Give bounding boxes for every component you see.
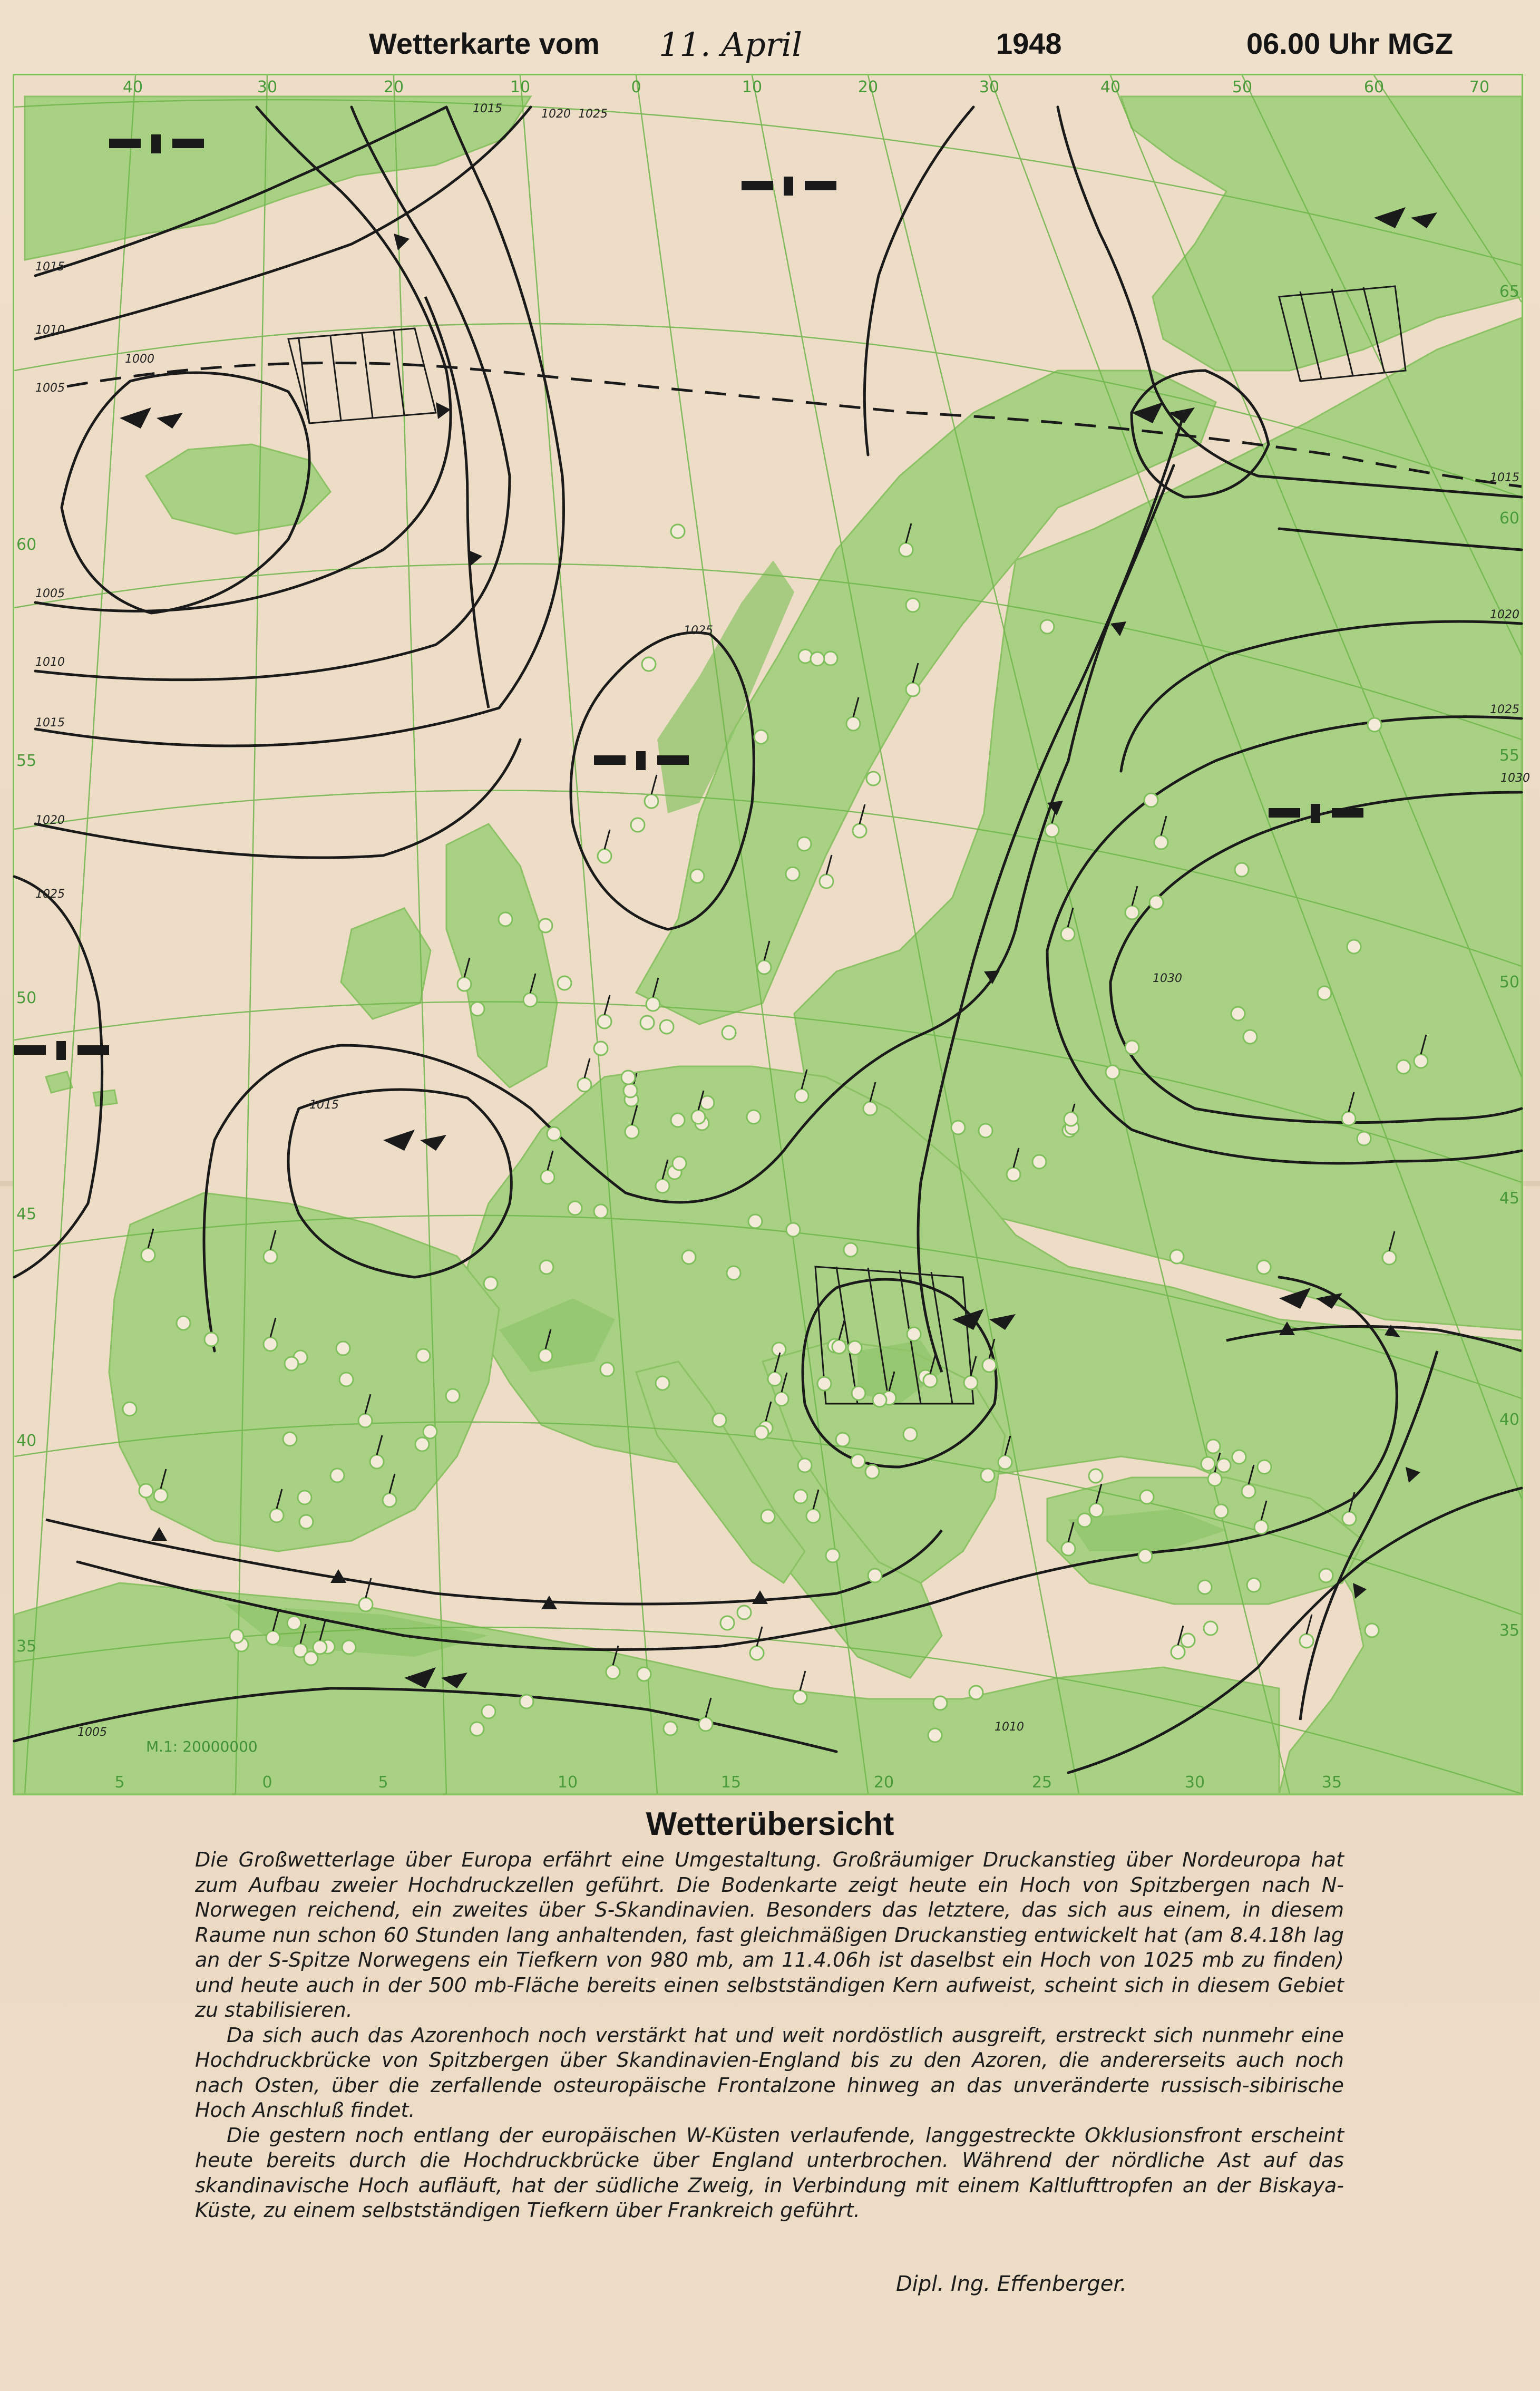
station-circle <box>598 849 611 863</box>
station-circle <box>852 1386 865 1400</box>
longitude-label-top: 20 <box>857 78 879 96</box>
station-circle <box>1231 1007 1245 1020</box>
station-circle <box>204 1333 218 1346</box>
station-circle <box>863 1102 877 1115</box>
station-circle <box>457 977 471 991</box>
station-circle <box>873 1393 886 1407</box>
station-circle <box>798 1459 812 1472</box>
summary-paragraph-2: Da sich auch das Azorenhoch noch verstärkt hat und weit nordöstlich ausgreift, erstreckt sich nunmehr eine Hochdruckbrücke von Spitzbergen über Skandinavien-England bis zu den Azoren, die andererseits auch noch nach Osten, über die zerfallende osteuropäische Frontalzone hinweg an das unveränderte russisch-sibirische Hoch Anschluß findet. <box>195 2023 1344 2122</box>
station-circle <box>846 717 860 731</box>
station-circle <box>1144 793 1158 807</box>
station-circle <box>951 1121 965 1134</box>
station-circle <box>264 1337 277 1351</box>
station-circle <box>1319 1569 1333 1582</box>
map-scale: M.1: 20000000 <box>146 1738 258 1755</box>
station-circle <box>1382 1251 1396 1265</box>
station-circle <box>1300 1634 1313 1648</box>
isobar-label: 1030 <box>1153 972 1182 985</box>
isobar-label: 1010 <box>35 324 65 337</box>
station-circle <box>1078 1513 1091 1527</box>
longitude-label-top: 60 <box>1363 78 1385 96</box>
station-circle <box>1154 835 1168 849</box>
station-circle <box>1181 1634 1195 1647</box>
station-circle <box>416 1349 430 1363</box>
station-circle <box>1242 1484 1255 1498</box>
station-circle <box>806 1509 820 1523</box>
station-circle <box>757 960 771 974</box>
station-circle <box>230 1629 243 1643</box>
station-circle <box>933 1696 947 1710</box>
station-circle <box>299 1515 313 1529</box>
station-circle <box>304 1651 318 1665</box>
station-circle <box>370 1455 384 1469</box>
station-circle <box>623 1084 637 1097</box>
station-circle <box>499 912 512 926</box>
latitude-label-left: 60 <box>16 536 37 554</box>
station-circle <box>656 1179 669 1193</box>
isobar-label: 1005 <box>35 587 65 600</box>
station-circle <box>264 1250 277 1263</box>
station-circle <box>339 1373 353 1386</box>
station-circle <box>625 1125 639 1139</box>
station-circle <box>631 818 645 832</box>
longitude-label-bottom: 5 <box>114 1773 125 1792</box>
station-circle <box>330 1469 344 1482</box>
station-circle <box>820 874 833 888</box>
station-circle <box>637 1667 651 1681</box>
station-circle <box>979 1124 992 1138</box>
station-circle <box>266 1631 280 1645</box>
station-circle <box>359 1598 373 1611</box>
station-circle <box>691 1110 705 1124</box>
station-circle <box>1208 1472 1222 1486</box>
weather-map-svg <box>14 75 1530 1794</box>
station-circle <box>671 524 685 538</box>
station-circle <box>737 1606 751 1619</box>
isobar-label: 1025 <box>35 888 65 901</box>
author-signature: Dipl. Ing. Effenberger. <box>896 2272 1127 2296</box>
station-circle <box>520 1695 533 1708</box>
latitude-label-right: 45 <box>1499 1189 1519 1208</box>
isobar-label: 1020 <box>541 108 571 121</box>
station-circle <box>1138 1549 1152 1563</box>
station-circle <box>720 1616 734 1630</box>
isobar-label: 1000 <box>125 353 154 366</box>
summary-body <box>195 1848 1344 2223</box>
station-circle <box>1198 1580 1212 1594</box>
latitude-label-right: 60 <box>1499 509 1519 528</box>
summary-paragraph-1: Die Großwetterlage über Europa erfährt eine Umgestaltung. Großräumiger Druckanstieg über Nordeuropa hat zum Aufbau zweier Hochdruckzellen geführt. Die Bodenkarte zeigt heute ein Hoch von Spitzbergen nach N-Norwegen reichend, ein zweites über S-Skandinavien. Besonders das letztere, das sich aus einem, in diesem Raume nun schon 60 Stunden lang anhaltenden, fast gleichmäßigen Druckanstieg entwickelt hat (am 8.4.18h lag an der S-Spitze Norwegens ein Tiefkern von 980 mb, am 11.4.06h ist daselbst ein Hoch von 1025 mb zu finden) und heute auch in der 500 mb-Fläche bereits einen selbstständigen Kern aufweist, scheint sich in diesem Gebiet zu stabilisieren. <box>195 1848 1344 2021</box>
station-circle <box>906 683 920 696</box>
isobar-label: 1025 <box>578 108 608 121</box>
isobar-label: 1015 <box>35 260 65 274</box>
station-circle <box>1232 1450 1246 1464</box>
station-circle <box>1140 1490 1154 1504</box>
station-circle <box>928 1728 942 1742</box>
station-circle <box>853 824 866 838</box>
latitude-label-right: 55 <box>1499 746 1519 765</box>
longitude-label-top: 0 <box>631 78 641 96</box>
longitude-label-top: 10 <box>510 78 531 96</box>
station-circle <box>1368 718 1381 732</box>
station-circle <box>795 1089 808 1103</box>
station-circle <box>1414 1054 1428 1068</box>
station-circle <box>865 1465 879 1479</box>
station-circle <box>1254 1520 1268 1534</box>
station-circle <box>640 1016 654 1029</box>
station-circle <box>903 1427 917 1441</box>
station-circle <box>621 1071 635 1084</box>
station-circle <box>1170 1250 1184 1263</box>
latitude-label-right: 50 <box>1499 973 1519 992</box>
station-circle <box>568 1201 582 1215</box>
station-circle <box>1342 1512 1356 1525</box>
station-circle <box>1365 1624 1379 1637</box>
longitude-label-bottom: 35 <box>1321 1773 1342 1792</box>
latitude-label-right: 65 <box>1499 283 1519 301</box>
header-year: 1948 <box>996 27 1062 60</box>
station-circle <box>768 1372 782 1386</box>
station-circle <box>539 1349 552 1363</box>
station-circle <box>727 1266 740 1280</box>
station-circle <box>690 869 704 883</box>
summary-paragraph-3: Die gestern noch entlang der europäischen W-Küsten verlaufende, langgestreckte Okklusionsfront erscheint heute bereits durch die Hochdruckbrücke über England unterbrochen. Während der nördliche Ast auf das skandinavische Hoch aufläuft, hat der südliche Zweig, in Verbindung mit einem Kaltlufttropfen an der Biskaya-Küste, zu einem selbstständigen Tiefkern über Frankreich geführt. <box>195 2123 1344 2222</box>
isobar-label: 1025 <box>1490 703 1519 716</box>
longitude-label-top: 40 <box>1100 78 1121 96</box>
station-circle <box>1125 906 1139 919</box>
station-circle <box>470 1722 484 1736</box>
station-circle <box>1089 1469 1103 1483</box>
isobar-label: 1005 <box>35 382 65 395</box>
station-circle <box>471 1002 484 1016</box>
station-circle <box>700 1096 714 1110</box>
longitude-label-top: 30 <box>257 78 278 96</box>
latitude-label-left: 35 <box>16 1637 37 1656</box>
station-circle <box>336 1342 350 1355</box>
station-circle <box>558 976 571 990</box>
station-circle <box>298 1491 311 1504</box>
station-circle <box>594 1204 608 1218</box>
station-circle <box>964 1376 978 1389</box>
station-circle <box>600 1363 614 1376</box>
longitude-label-bottom: 10 <box>557 1773 578 1792</box>
station-circle <box>1247 1578 1261 1592</box>
latitude-label-left: 45 <box>16 1205 37 1223</box>
station-circle <box>923 1374 937 1387</box>
station-circle <box>844 1243 857 1257</box>
station-circle <box>1089 1503 1103 1517</box>
isobar-label: 1010 <box>995 1721 1024 1734</box>
header-time: 06.00 Uhr MGZ <box>1246 27 1454 60</box>
station-circle <box>981 1469 995 1482</box>
station-circle <box>713 1413 726 1427</box>
station-circle <box>154 1489 168 1502</box>
station-circle <box>794 1490 807 1503</box>
longitude-label-top: 10 <box>742 78 763 96</box>
station-circle <box>797 837 811 851</box>
station-circle <box>836 1433 850 1446</box>
station-circle <box>786 867 800 881</box>
station-circle <box>645 794 658 808</box>
station-circle <box>899 543 913 557</box>
station-circle <box>817 1377 831 1391</box>
latitude-label-left: 40 <box>16 1432 37 1450</box>
station-circle <box>722 1026 736 1039</box>
longitude-label-bottom: 0 <box>262 1773 272 1792</box>
station-circle <box>699 1717 713 1731</box>
station-circle <box>1032 1155 1046 1169</box>
station-circle <box>598 1015 611 1028</box>
station-circle <box>1064 1112 1078 1126</box>
station-circle <box>775 1392 788 1406</box>
station-circle <box>793 1690 807 1704</box>
station-circle <box>484 1277 498 1290</box>
longitude-label-top: 40 <box>122 78 143 96</box>
station-circle <box>1235 863 1249 877</box>
station-circle <box>539 919 552 932</box>
station-circle <box>1201 1457 1215 1471</box>
station-circle <box>1045 823 1059 837</box>
station-circle <box>1204 1621 1217 1635</box>
isobar-label: 1010 <box>35 656 65 669</box>
station-circle <box>851 1454 865 1468</box>
station-circle <box>1318 986 1331 1000</box>
station-circle <box>139 1484 153 1498</box>
station-circle <box>1106 1065 1119 1079</box>
longitude-label-bottom: 15 <box>720 1773 742 1792</box>
longitude-label-top: 70 <box>1469 78 1490 96</box>
station-circle <box>594 1042 608 1055</box>
station-circle <box>786 1223 800 1237</box>
station-circle <box>868 1569 882 1582</box>
longitude-label-bottom: 25 <box>1031 1773 1052 1792</box>
station-circle <box>177 1316 190 1330</box>
station-circle <box>283 1432 297 1446</box>
station-circle <box>1061 1542 1075 1556</box>
station-circle <box>848 1341 862 1355</box>
station-circle <box>826 1549 840 1562</box>
station-circle <box>1061 927 1075 941</box>
station-circle <box>748 1214 762 1228</box>
isobar-label: 1015 <box>473 102 502 115</box>
station-circle <box>547 1127 561 1141</box>
isobar-label: 1025 <box>684 624 713 637</box>
station-circle <box>747 1110 761 1124</box>
station-circle <box>358 1414 372 1427</box>
station-circle <box>1347 940 1361 954</box>
longitude-label-top: 20 <box>383 78 404 96</box>
station-circle <box>1214 1504 1228 1518</box>
station-circle <box>541 1170 554 1184</box>
latitude-label-right: 40 <box>1499 1411 1519 1429</box>
longitude-label-bottom: 20 <box>873 1773 894 1792</box>
station-circle <box>755 1426 768 1440</box>
station-circle <box>1171 1645 1185 1659</box>
station-circle <box>1149 896 1163 909</box>
station-circle <box>664 1722 677 1735</box>
isobar-label: 1015 <box>309 1099 339 1112</box>
station-circle <box>1125 1041 1139 1054</box>
station-circle <box>754 730 768 744</box>
station-circle <box>906 598 920 612</box>
station-circle <box>606 1665 620 1679</box>
station-circle <box>287 1616 301 1630</box>
station-circle <box>1243 1030 1257 1044</box>
station-circle <box>672 1156 686 1170</box>
station-circle <box>642 657 656 671</box>
station-circle <box>907 1327 921 1341</box>
station-circle <box>660 1020 674 1034</box>
station-circle <box>824 652 837 665</box>
station-circle <box>1007 1168 1020 1181</box>
station-circle <box>982 1358 996 1372</box>
longitude-label-bottom: 5 <box>378 1773 388 1792</box>
station-circle <box>270 1509 284 1522</box>
station-circle <box>540 1260 553 1274</box>
isobar-label: 1015 <box>1490 471 1519 484</box>
station-circle <box>811 652 824 666</box>
station-circle <box>285 1357 298 1371</box>
longitude-label-top: 50 <box>1232 78 1253 96</box>
isobar-label: 1005 <box>77 1726 107 1739</box>
longitude-label-bottom: 30 <box>1184 1773 1205 1792</box>
longitude-label-top: 30 <box>979 78 1000 96</box>
station-circle <box>342 1640 356 1654</box>
isobar-label: 1015 <box>35 716 65 730</box>
station-circle <box>998 1455 1012 1469</box>
map-header <box>0 16 1540 74</box>
isobar-label: 1030 <box>1500 772 1530 785</box>
header-date: 11. April <box>659 25 803 64</box>
station-circle <box>969 1686 983 1699</box>
station-circle <box>1357 1132 1371 1145</box>
station-circle <box>761 1510 775 1523</box>
station-circle <box>1217 1459 1231 1472</box>
station-circle <box>671 1113 685 1127</box>
station-circle <box>832 1340 846 1354</box>
station-circle <box>423 1425 437 1439</box>
station-circle <box>1342 1112 1356 1125</box>
station-circle <box>750 1646 764 1660</box>
station-circle <box>446 1389 460 1403</box>
station-circle <box>383 1493 396 1507</box>
summary-heading: Wetterübersicht <box>646 1806 894 1842</box>
weather-map <box>13 74 1530 1795</box>
station-circle <box>656 1376 669 1390</box>
station-circle <box>415 1437 429 1451</box>
station-circle <box>482 1705 495 1718</box>
station-circle <box>646 997 660 1011</box>
station-circle <box>1258 1460 1271 1474</box>
station-circle <box>1206 1440 1220 1453</box>
station-circle <box>1040 620 1054 634</box>
latitude-label-right: 35 <box>1499 1621 1519 1640</box>
latitude-label-left: 50 <box>16 989 37 1007</box>
station-circle <box>866 772 880 785</box>
station-circle <box>1397 1060 1410 1074</box>
latitude-label-left: 55 <box>16 752 37 770</box>
station-circle <box>682 1250 696 1264</box>
header-title: Wetterkarte vom <box>369 27 600 60</box>
station-circle <box>141 1248 155 1262</box>
station-circle <box>1257 1260 1271 1274</box>
isobar-label: 1020 <box>1490 608 1519 621</box>
station-circle <box>523 993 537 1007</box>
isobar-label: 1020 <box>35 814 65 827</box>
station-circle <box>123 1402 137 1416</box>
station-circle <box>578 1078 591 1092</box>
